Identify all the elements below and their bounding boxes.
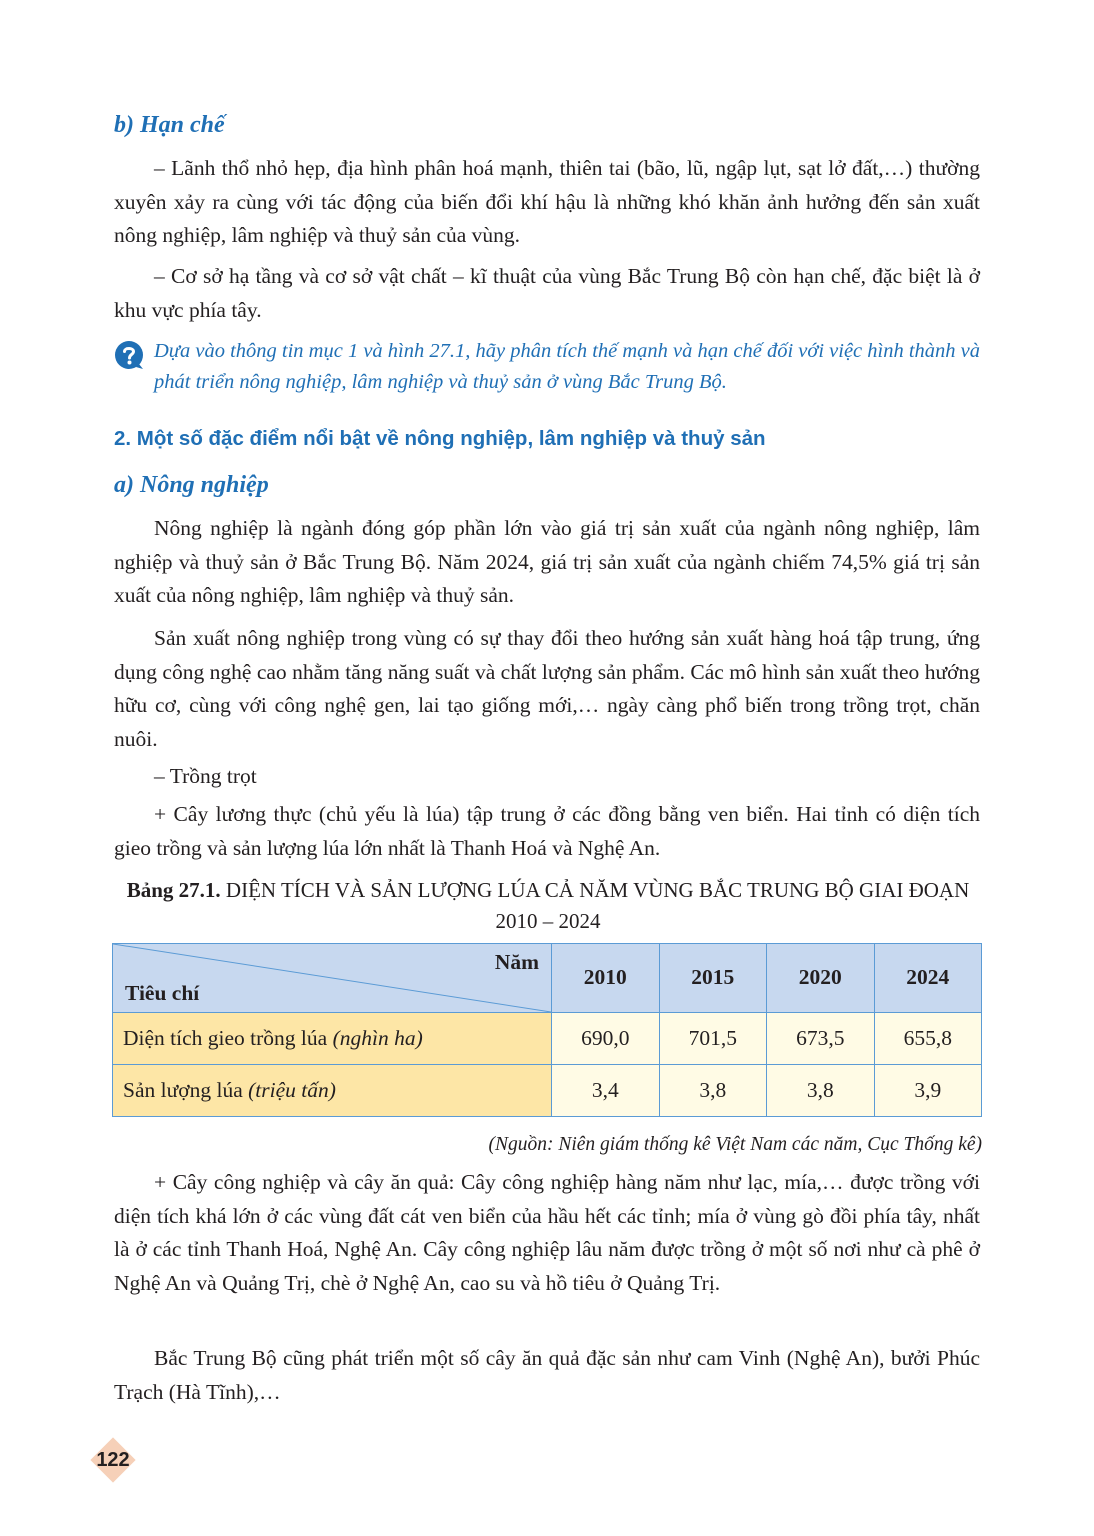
page-number	[93, 1440, 133, 1480]
paragraph: + Cây lương thực (chủ yếu là lúa) tập trung ở các đồng bằng ven biển. Hai tỉnh có diện tích gieo trồng và sản lượng lúa lớn nhất là Thanh Hoá và Nghệ An.	[114, 802, 980, 860]
table-cell: 690,0	[552, 1013, 660, 1065]
table-cell: 655,8	[874, 1013, 982, 1065]
corner-criteria-label: Tiêu chí	[125, 980, 200, 1005]
year-header: 2024	[874, 944, 982, 1013]
table-cell: 3,8	[767, 1065, 875, 1117]
table-caption	[114, 875, 982, 937]
table-source: (Nguồn: Niên giám thống kê Việt Nam các năm, Cục Thống kê)	[488, 1134, 982, 1155]
table-caption-text: DIỆN TÍCH VÀ SẢN LƯỢNG LÚA CẢ NĂM VÙNG BẮC TRUNG BỘ GIAI ĐOẠN 2010 – 2024	[220, 878, 970, 933]
paragraph: Sản xuất nông nghiệp trong vùng có sự thay đổi theo hướng sản xuất hàng hoá tập trung, ứng dụng công nghệ cao nhằm tăng năng suất và chất lượng sản phẩm. Các mô hình sản xuất theo hướng hữu cơ, cùng với công nghệ gen, lai tạo giống mới,… ngày càng phổ biến trong trồng trọt, chăn nuôi.	[114, 626, 980, 751]
paragraph: – Trồng trọt	[154, 764, 257, 788]
paragraph: Bắc Trung Bộ cũng phát triển một số cây ăn quả đặc sản như cam Vinh (Nghệ An), bưởi Phúc Trạch (Hà Tĩnh),…	[114, 1346, 980, 1404]
table-header-row	[113, 944, 982, 1013]
question-mark-icon	[114, 340, 144, 370]
table-corner-cell	[113, 944, 552, 1013]
page-number-text: 122	[96, 1449, 130, 1471]
paragraph: Nông nghiệp là ngành đóng góp phần lớn vào giá trị sản xuất của ngành nông nghiệp, lâm nghiệp và thuỷ sản ở Bắc Trung Bộ. Năm 2024, giá trị sản xuất của ngành chiếm 74,5% giá trị sản xuất của nông nghiệp, lâm nghiệp và thuỷ sản.	[114, 516, 980, 607]
row-label	[113, 1065, 552, 1117]
question-box	[114, 336, 984, 398]
table-cell: 673,5	[767, 1013, 875, 1065]
table-row	[113, 1013, 982, 1065]
row-label-text: Diện tích gieo trồng lúa	[123, 1025, 333, 1050]
paragraph: + Cây công nghiệp và cây ăn quả: Cây công nghiệp hàng năm như lạc, mía,… được trồng với diện tích khá lớn ở các vùng đất cát ven biển của hầu hết các tỉnh; mía ở vùng gò đồi phía tây, nhất là ở các tỉnh Thanh Hoá, Nghệ An. Cây công nghiệp lâu năm được trồng ở một số nơi như cà phê ở Nghệ An và Quảng Trị, chè ở Nghệ An, cao su và hồ tiêu ở Quảng Trị.	[114, 1170, 980, 1295]
table-row	[113, 1065, 982, 1117]
year-header: 2015	[659, 944, 767, 1013]
table-cell: 3,9	[874, 1065, 982, 1117]
paragraph: – Lãnh thổ nhỏ hẹp, địa hình phân hoá mạnh, thiên tai (bão, lũ, ngập lụt, sạt lở đất,…) thường xuyên xảy ra cùng với tác động của biến đổi khí hậu là những khó khăn ảnh hưởng đến sản xuất nông nghiệp, lâm nghiệp và thuỷ sản của vùng.	[114, 156, 980, 247]
row-unit: (nghìn ha)	[332, 1025, 423, 1050]
paragraph: – Cơ sở hạ tầng và cơ sở vật chất – kĩ thuật của vùng Bắc Trung Bộ còn hạn chế, đặc biệt là ở khu vực phía tây.	[114, 264, 980, 322]
corner-year-label: Năm	[494, 950, 539, 974]
row-unit: (triệu tấn)	[248, 1077, 336, 1102]
rice-table	[112, 943, 982, 1117]
row-label-text: Sản lượng lúa	[123, 1077, 249, 1102]
year-header: 2010	[552, 944, 660, 1013]
table-caption-label: Bảng 27.1.	[126, 878, 221, 902]
year-header: 2020	[767, 944, 875, 1013]
question-text: Dựa vào thông tin mục 1 và hình 27.1, hãy phân tích thế mạnh và hạn chế đối với việc hình thành và phát triển nông nghiệp, lâm nghiệp và thuỷ sản ở vùng Bắc Trung Bộ.	[154, 340, 981, 393]
subheading-limits: b) Hạn chế	[114, 112, 225, 138]
table-cell: 701,5	[659, 1013, 767, 1065]
section-heading: 2. Một số đặc điểm nổi bật về nông nghiệp, lâm nghiệp và thuỷ sản	[114, 427, 766, 450]
table-cell: 3,8	[659, 1065, 767, 1117]
table-cell: 3,4	[552, 1065, 660, 1117]
row-label	[113, 1013, 552, 1065]
subheading-agriculture: a) Nông nghiệp	[114, 472, 269, 498]
